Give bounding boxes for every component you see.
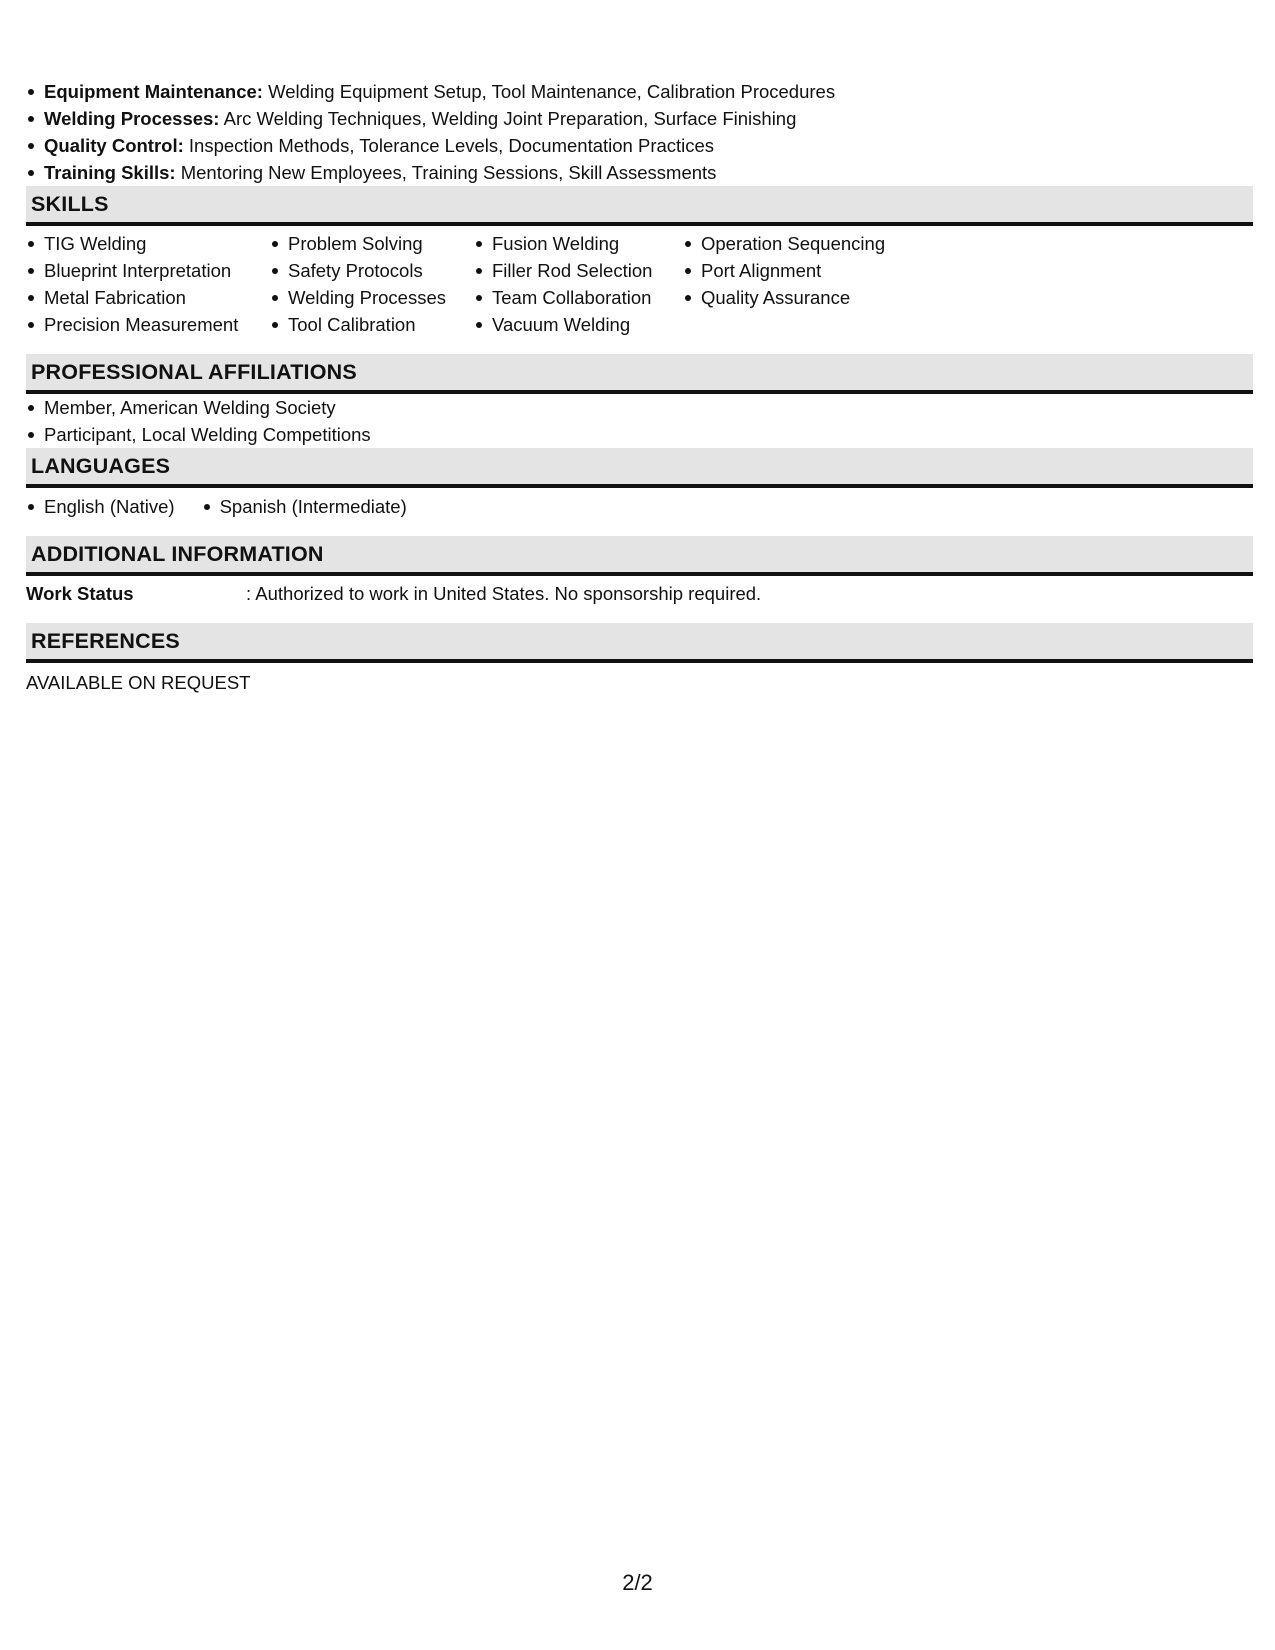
skill-item: Blueprint Interpretation bbox=[44, 257, 270, 284]
section-title: SKILLS bbox=[31, 191, 109, 216]
skill-item: Metal Fabrication bbox=[44, 284, 270, 311]
resume-page bbox=[26, 78, 1253, 696]
languages-list bbox=[26, 493, 1253, 520]
skill-item: TIG Welding bbox=[44, 230, 270, 257]
skills-column bbox=[270, 230, 474, 338]
language-item: English (Native) bbox=[44, 493, 175, 520]
list-item bbox=[44, 132, 1253, 159]
competency-label: Training Skills: bbox=[44, 162, 176, 183]
skill-item: Problem Solving bbox=[288, 230, 474, 257]
work-status-value: : Authorized to work in United States. No sponsorship required. bbox=[246, 583, 762, 604]
competency-text: Welding Equipment Setup, Tool Maintenance, Calibration Procedures bbox=[262, 81, 836, 102]
page-number: 2/2 bbox=[622, 1570, 653, 1595]
skills-column bbox=[683, 230, 961, 338]
affiliation-item: Member, American Welding Society bbox=[44, 394, 1253, 421]
references-text: AVAILABLE ON REQUEST bbox=[26, 672, 251, 693]
skill-item: Tool Calibration bbox=[288, 311, 474, 338]
affiliations-section-header bbox=[26, 354, 1253, 394]
skills-column bbox=[474, 230, 683, 338]
skills-column bbox=[26, 230, 270, 338]
skills-grid bbox=[26, 230, 1253, 338]
skill-item: Quality Assurance bbox=[701, 284, 961, 311]
additional-info-section-header bbox=[26, 536, 1253, 576]
skill-item: Precision Measurement bbox=[44, 311, 270, 338]
work-status-row bbox=[26, 580, 1253, 607]
competencies-list bbox=[26, 78, 1253, 186]
language-item: Spanish (Intermediate) bbox=[220, 493, 407, 520]
competency-label: Equipment Maintenance: bbox=[44, 81, 263, 102]
affiliation-item: Participant, Local Welding Competitions bbox=[44, 421, 1253, 448]
section-title: LANGUAGES bbox=[31, 453, 171, 478]
skill-item: Welding Processes bbox=[288, 284, 474, 311]
skills-section-header bbox=[26, 186, 1253, 226]
competency-text: Inspection Methods, Tolerance Levels, Documentation Practices bbox=[183, 135, 715, 156]
list-item bbox=[44, 78, 1253, 105]
list-item bbox=[44, 159, 1253, 186]
skill-item: Vacuum Welding bbox=[492, 311, 683, 338]
references-section-header bbox=[26, 623, 1253, 663]
skill-item: Operation Sequencing bbox=[701, 230, 961, 257]
skill-item: Filler Rod Selection bbox=[492, 257, 683, 284]
skill-item: Fusion Welding bbox=[492, 230, 683, 257]
skill-item: Safety Protocols bbox=[288, 257, 474, 284]
competency-label: Welding Processes: bbox=[44, 108, 220, 129]
list-item bbox=[44, 105, 1253, 132]
competency-text: Arc Welding Techniques, Welding Joint Preparation, Surface Finishing bbox=[219, 108, 797, 129]
section-title: ADDITIONAL INFORMATION bbox=[31, 541, 324, 566]
competency-text: Mentoring New Employees, Training Sessions, Skill Assessments bbox=[175, 162, 717, 183]
competency-label: Quality Control: bbox=[44, 135, 184, 156]
work-status-label: Work Status bbox=[26, 583, 134, 604]
affiliations-list bbox=[26, 394, 1253, 448]
skill-item: Port Alignment bbox=[701, 257, 961, 284]
section-title: REFERENCES bbox=[31, 628, 180, 653]
section-title: PROFESSIONAL AFFILIATIONS bbox=[31, 359, 357, 384]
languages-section-header bbox=[26, 448, 1253, 488]
skill-item: Team Collaboration bbox=[492, 284, 683, 311]
